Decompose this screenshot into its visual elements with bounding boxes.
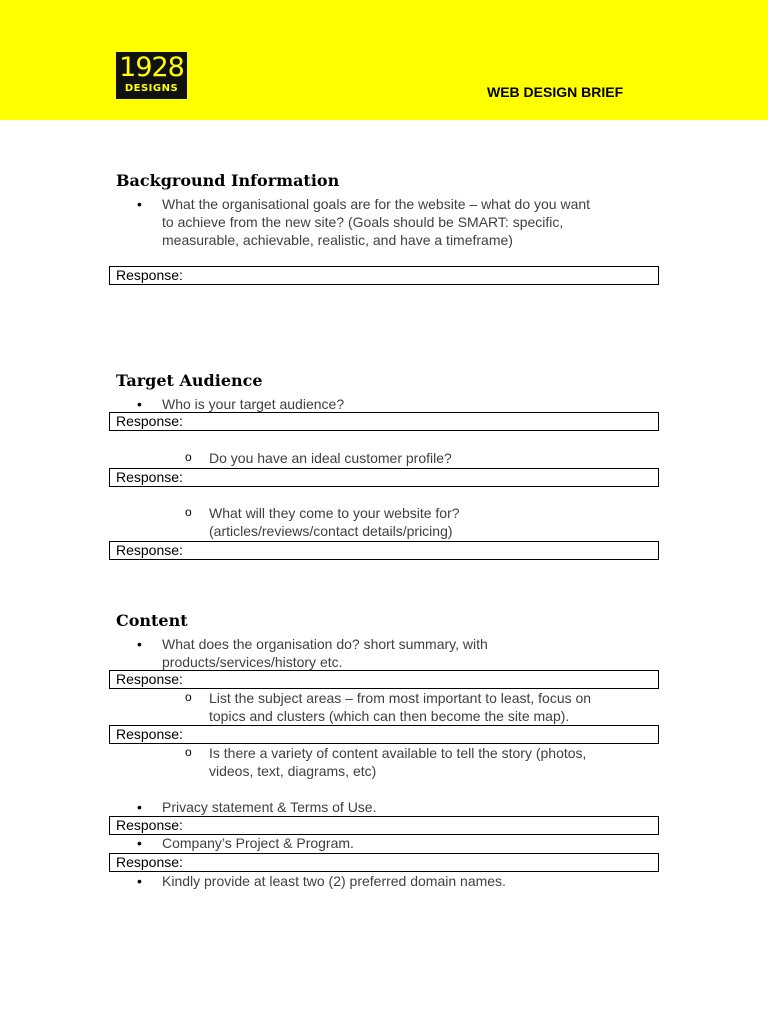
logo-number: 1928 — [119, 52, 184, 83]
bullet-icon: • — [137, 636, 142, 652]
response-field-privacy[interactable]: Response: — [109, 816, 659, 835]
company-logo — [116, 52, 187, 99]
subbullet-subject-areas: o List the subject areas – from most important to least, focus on topics and clusters (which can then become the site map). — [185, 690, 592, 724]
bullet-domain-names: • Kindly provide at least two (2) preferred domain names. — [137, 873, 506, 889]
response-field-customer-profile[interactable]: Response: — [109, 468, 659, 487]
response-field-audience[interactable]: Response: — [109, 412, 659, 431]
bullet-company-project: • Company’s Project & Program. — [137, 835, 354, 851]
response-field-summary[interactable]: Response: — [109, 670, 659, 689]
bullet-icon: • — [137, 396, 142, 412]
circle-bullet-icon: o — [185, 505, 192, 519]
bullet-target-audience: • Who is your target audience? — [137, 396, 345, 412]
bullet-icon: • — [137, 873, 142, 889]
subbullet-content-variety: o Is there a variety of content available to tell the story (photos, videos, text, diagrams, etc) — [185, 745, 587, 779]
heading-content: Content — [116, 611, 188, 630]
response-field-goals[interactable]: Response: — [109, 266, 659, 285]
heading-target-audience: Target Audience — [116, 371, 263, 390]
header-band — [0, 0, 768, 120]
bullet-privacy-statement: • Privacy statement & Terms of Use. — [137, 799, 377, 815]
bullet-icon: • — [137, 196, 142, 212]
subbullet-website-purpose: o What will they come to your website for? (articles/reviews/contact details/pricing) — [185, 505, 460, 539]
bullet-organisation-summary: • What does the organisation do? short summary, with products/services/history etc. — [137, 636, 488, 670]
response-field-website-purpose[interactable]: Response: — [109, 541, 659, 560]
bullet-icon: • — [137, 835, 142, 851]
logo-text: DESIGNS — [124, 83, 179, 94]
bullet-icon: • — [137, 799, 142, 815]
bullet-organisational-goals: • What the organisational goals are for the website – what do you want to achieve from the new site? (Goals should be SMART: specific, measurable, achievable, realistic, and have a timeframe) — [137, 196, 591, 248]
response-field-project[interactable]: Response: — [109, 853, 659, 872]
circle-bullet-icon: o — [185, 450, 192, 464]
document-title: WEB DESIGN BRIEF — [487, 84, 624, 100]
subbullet-customer-profile: o Do you have an ideal customer profile? — [185, 450, 452, 466]
heading-background-information: Background Information — [116, 171, 340, 190]
response-field-subject-areas[interactable]: Response: — [109, 725, 659, 744]
circle-bullet-icon: o — [185, 745, 192, 759]
circle-bullet-icon: o — [185, 690, 192, 704]
